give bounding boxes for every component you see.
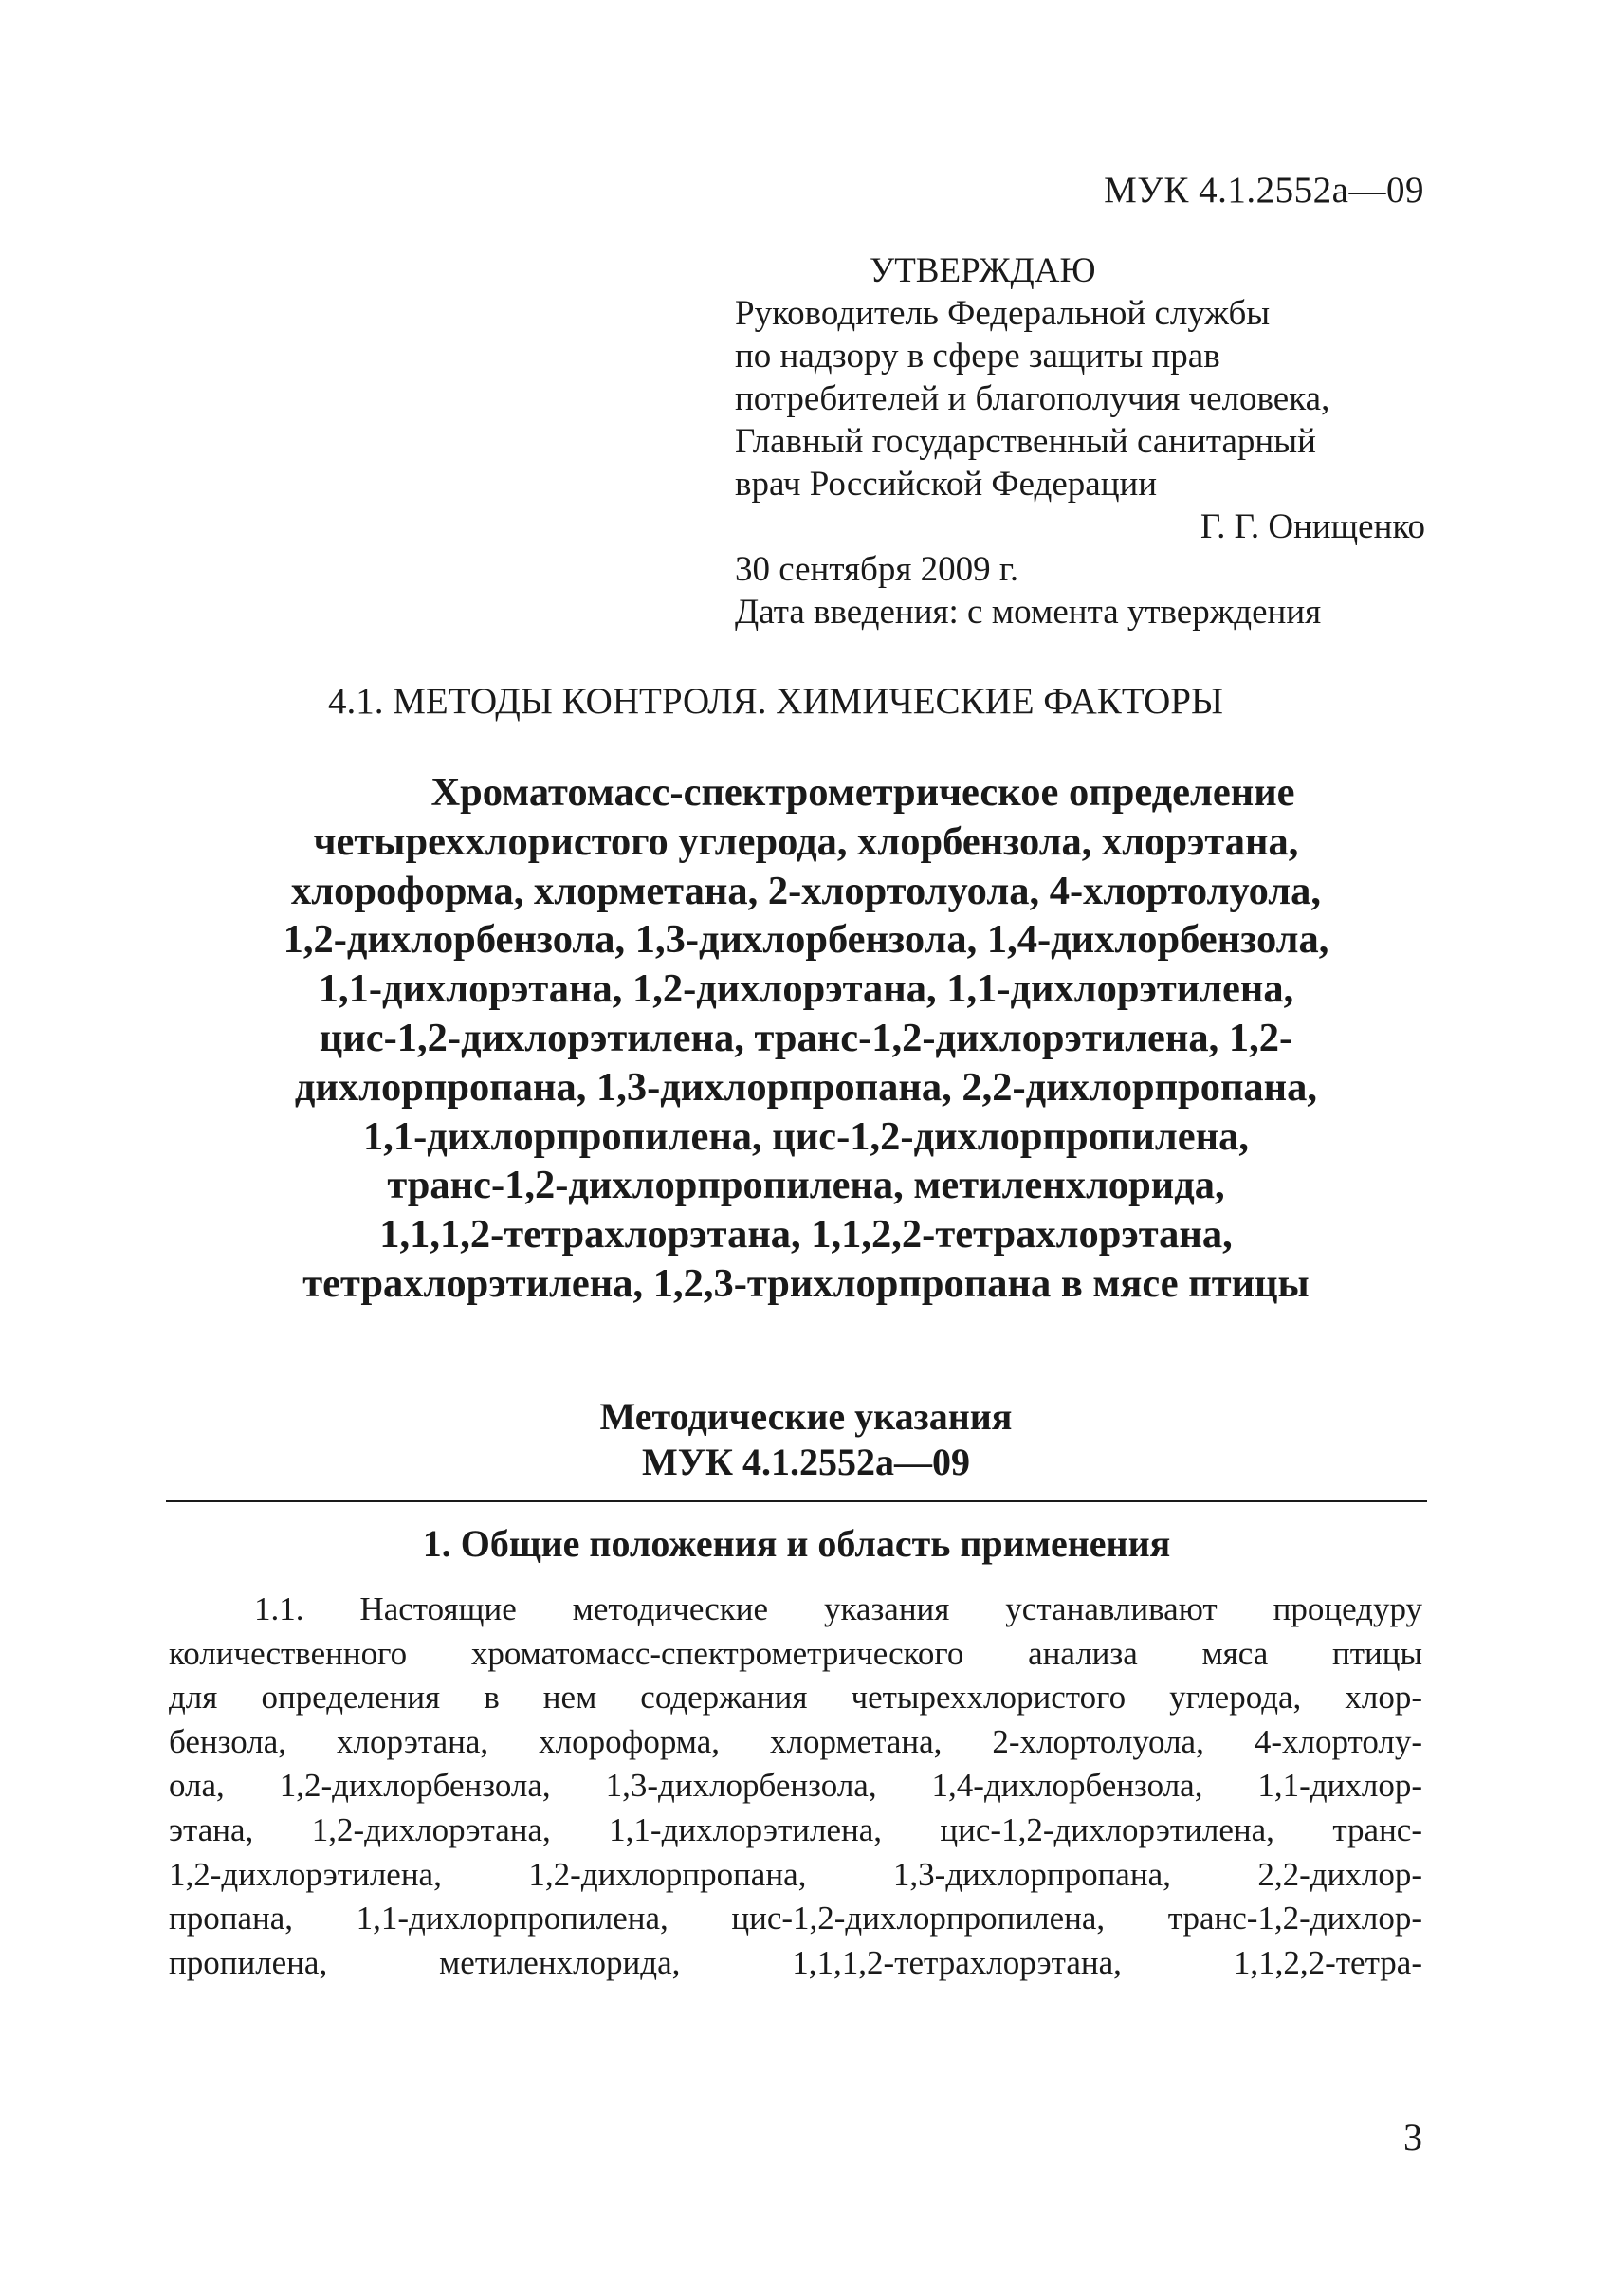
- document-code: МУК 4.1.2552а—09: [1104, 170, 1424, 211]
- approval-position-line: врач Российской Федерации: [735, 465, 1158, 504]
- approval-date: 30 сентября 2009 г.: [735, 550, 1019, 589]
- page-number: 3: [1403, 2116, 1422, 2158]
- paragraph-line: пропилена, метиленхлорида, 1,1,1,2-тетрахлорэтана, 1,1,2,2-тетра-: [169, 1943, 1422, 1981]
- title-line: хлороформа, хлорметана, 2-хлортолуола, 4-хлортолуола,: [291, 868, 1321, 913]
- title-line: 1,1-дихлорэтана, 1,2-дихлорэтана, 1,1-дихлорэтилена,: [318, 966, 1294, 1012]
- guidelines-code: МУК 4.1.2552а—09: [641, 1441, 971, 1483]
- title-line: 1,1,1,2-тетрахлорэтана, 1,1,2,2-тетрахлорэтана,: [379, 1212, 1233, 1258]
- title-line: тетрахлорэтилена, 1,2,3-трихлорпропана в мясе птицы: [302, 1260, 1310, 1306]
- document-title: [142, 768, 1470, 1309]
- approval-position-line: потребителей и благополучия человека,: [735, 379, 1330, 418]
- approval-position-line: Главный государственный санитарный: [735, 422, 1316, 461]
- approval-effective-date: Дата введения: с момента утверждения: [735, 593, 1322, 632]
- title-line: транс-1,2-дихлорпропилена, метиленхлорида,: [387, 1163, 1225, 1208]
- title-line: 1,2-дихлорбензола, 1,3-дихлорбензола, 1,4-дихлорбензола,: [283, 917, 1329, 963]
- section-1-heading: [142, 1521, 1470, 1567]
- paragraph-line: бензола, хлорэтана, хлороформа, хлорметана, 2-хлортолуола, 4-хлортолу-: [169, 1722, 1422, 1760]
- title-line: четыреххлористого углерода, хлорбензола, хлорэтана,: [313, 818, 1299, 864]
- paragraph-line: пропана, 1,1-дихлорпропилена, цис-1,2-дихлорпропилена, транс-1,2-дихлор-: [169, 1900, 1422, 1938]
- approval-position-line: Руководитель Федеральной службы: [735, 294, 1271, 333]
- paragraph-line: количественного хроматомасс-спектрометрического анализа мяса птицы: [169, 1634, 1422, 1672]
- paragraph-line: 1,2-дихлорэтилена, 1,2-дихлорпропана, 1,3-дихлорпропана, 2,2-дихлор-: [169, 1855, 1422, 1893]
- title-line: Хроматомасс-спектрометрическое определение: [430, 770, 1295, 815]
- title-line: 1,1-дихлорпропилена, цис-1,2-дихлорпропилена,: [363, 1113, 1249, 1159]
- section-1-paragraph: [169, 1588, 1422, 1985]
- approval-position-line: по надзору в сфере защиты прав: [735, 337, 1220, 376]
- section-heading-text: 4.1. МЕТОДЫ КОНТРОЛЯ. ХИМИЧЕСКИЕ ФАКТОРЫ: [328, 681, 1223, 722]
- horizontal-rule: [166, 1500, 1427, 1502]
- paragraph-line: ола, 1,2-дихлорбензола, 1,3-дихлорбензола, 1,4-дихлорбензола, 1,1-дихлор-: [169, 1767, 1422, 1805]
- paragraph-line: 1.1. Настоящие методические указания устанавливают процедуру: [254, 1590, 1422, 1627]
- approval-signer: Г. Г. Онищенко: [1200, 507, 1425, 546]
- paragraph-line: этана, 1,2-дихлорэтана, 1,1-дихлорэтилена, цис-1,2-дихлорэтилена, транс-: [169, 1810, 1422, 1848]
- approval-block: [735, 249, 1432, 634]
- guidelines-heading: [142, 1394, 1470, 1485]
- guidelines-label: Методические указания: [599, 1395, 1013, 1438]
- section-heading: [0, 679, 1612, 725]
- section-1-heading-text: 1. Общие положения и область применения: [422, 1522, 1171, 1565]
- paragraph-line: для определения в нем содержания четыреххлористого углерода, хлор-: [169, 1679, 1422, 1717]
- approval-heading: УТВЕРЖДАЮ: [870, 251, 1096, 290]
- title-line: цис-1,2-дихлорэтилена, транс-1,2-дихлорэтилена, 1,2-: [319, 1015, 1293, 1060]
- title-line: дихлорпропана, 1,3-дихлорпропана, 2,2-дихлорпропана,: [294, 1064, 1318, 1110]
